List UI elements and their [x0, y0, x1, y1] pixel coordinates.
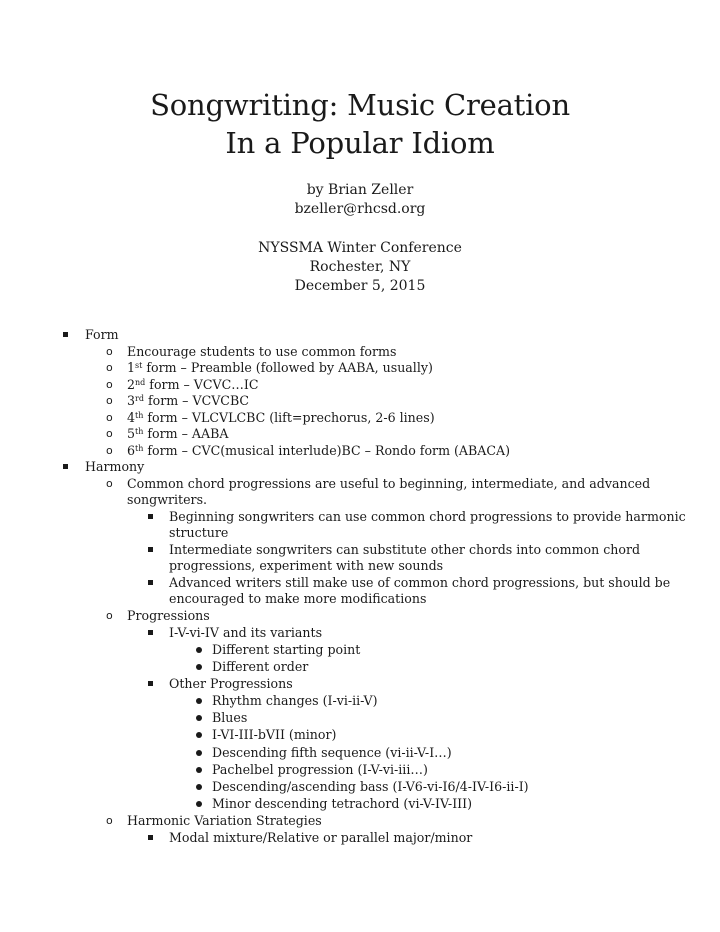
form-item: [127, 410, 435, 427]
form-description: form – CVC(musical interlude)BC – Rondo form (ABACA): [143, 443, 511, 458]
form-item: [127, 377, 258, 394]
form-description: form – Preamble (followed by AABA, usually): [142, 360, 433, 375]
songwriter-level-item-cont: structure: [169, 525, 229, 540]
square-bullet-icon: [148, 575, 154, 591]
form-description: form – VCVCBC: [143, 393, 250, 408]
conference-location: Rochester, NY: [309, 259, 411, 275]
dot-bullet-icon: [196, 659, 202, 675]
form-ordinal: nd: [135, 378, 146, 387]
outline-heading-harmony: Harmony: [85, 459, 145, 474]
form-description: form – AABA: [143, 426, 229, 441]
other-progressions-heading: Other Progressions: [169, 676, 293, 691]
progression-variant-item: Different starting point: [212, 642, 361, 657]
square-bullet-icon: [148, 676, 154, 692]
dot-bullet-icon: [196, 693, 202, 709]
square-bullet-icon: [148, 625, 154, 641]
other-progression-item: Descending fifth sequence (vi-ii-V-I…): [212, 745, 452, 760]
square-bullet-icon: [148, 509, 154, 525]
author-byline: by Brian Zeller: [306, 182, 414, 198]
author-email: bzeller@rhcsd.org: [294, 201, 426, 217]
form-number: 2: [127, 377, 136, 392]
other-progression-item: Pachelbel progression (I-V-vi-iii…): [212, 762, 428, 777]
form-ordinal: rd: [135, 394, 144, 403]
songwriter-level-item: Advanced writers still make use of common chord progressions, but should be: [169, 575, 671, 590]
form-description: form – VLCVLCBC (lift=prechorus, 2-6 lines): [143, 410, 435, 425]
conference-name: NYSSMA Winter Conference: [258, 240, 462, 256]
form-description: form – VCVC…IC: [145, 377, 259, 392]
square-bullet-icon: [63, 459, 69, 475]
circle-bullet-icon: o: [106, 609, 113, 622]
dot-bullet-icon: [196, 642, 202, 658]
circle-bullet-icon: o: [106, 361, 113, 374]
square-bullet-icon: [63, 327, 69, 343]
form-number: 3: [127, 393, 136, 408]
other-progression-item: Blues: [212, 710, 248, 725]
circle-bullet-icon: o: [106, 378, 113, 391]
form-number: 1: [127, 360, 136, 375]
square-bullet-icon: [148, 830, 154, 846]
document-title-line-2: In a Popular Idiom: [225, 126, 495, 160]
other-progression-item: Descending/ascending bass (I-V6-vi-I6/4-IV-I6-ii-I): [212, 779, 529, 794]
progression-variants-heading: I-V-vi-IV and its variants: [169, 625, 323, 640]
dot-bullet-icon: [196, 710, 202, 726]
other-progression-item: I-VI-III-bVII (minor): [212, 727, 337, 742]
circle-bullet-icon: o: [106, 814, 113, 827]
form-item: [127, 360, 433, 377]
form-number: 5: [127, 426, 136, 441]
dot-bullet-icon: [196, 727, 202, 743]
circle-bullet-icon: o: [106, 427, 113, 440]
square-bullet-icon: [148, 542, 154, 558]
songwriter-level-item-cont: progressions, experiment with new sounds: [169, 558, 444, 573]
document-title-line-1: Songwriting: Music Creation: [150, 88, 570, 122]
form-ordinal: th: [135, 444, 144, 453]
conference-date: December 5, 2015: [294, 278, 426, 294]
dot-bullet-icon: [196, 796, 202, 812]
form-item: [127, 393, 249, 410]
form-ordinal: st: [135, 361, 143, 370]
other-progression-item: Minor descending tetrachord (vi-V-IV-III): [212, 796, 473, 811]
form-item: Encourage students to use common forms: [127, 344, 397, 359]
circle-bullet-icon: o: [106, 444, 113, 457]
dot-bullet-icon: [196, 779, 202, 795]
harmony-common-line-2: songwriters.: [127, 492, 208, 507]
circle-bullet-icon: o: [106, 345, 113, 358]
songwriter-level-item: Beginning songwriters can use common chord progressions to provide harmonic: [169, 509, 686, 524]
songwriter-level-item: Intermediate songwriters can substitute other chords into common chord: [169, 542, 641, 557]
dot-bullet-icon: [196, 762, 202, 778]
circle-bullet-icon: o: [106, 477, 113, 490]
form-ordinal: th: [135, 411, 144, 420]
songwriter-level-item-cont: encouraged to make more modifications: [169, 591, 427, 606]
form-item: [127, 426, 228, 443]
form-number: 6: [127, 443, 136, 458]
variation-strategy-item: Modal mixture/Relative or parallel major/minor: [169, 830, 473, 845]
variation-strategies-heading: Harmonic Variation Strategies: [127, 813, 322, 828]
progression-variant-item: Different order: [212, 659, 309, 674]
circle-bullet-icon: o: [106, 394, 113, 407]
form-ordinal: th: [135, 427, 144, 436]
outline-heading-form: Form: [85, 327, 119, 342]
form-number: 4: [127, 410, 136, 425]
form-item: [127, 443, 510, 460]
dot-bullet-icon: [196, 745, 202, 761]
other-progression-item: Rhythm changes (I-vi-ii-V): [212, 693, 378, 708]
circle-bullet-icon: o: [106, 411, 113, 424]
harmony-common-line-1: Common chord progressions are useful to beginning, intermediate, and advanced: [127, 476, 651, 491]
progressions-heading: Progressions: [127, 608, 210, 623]
